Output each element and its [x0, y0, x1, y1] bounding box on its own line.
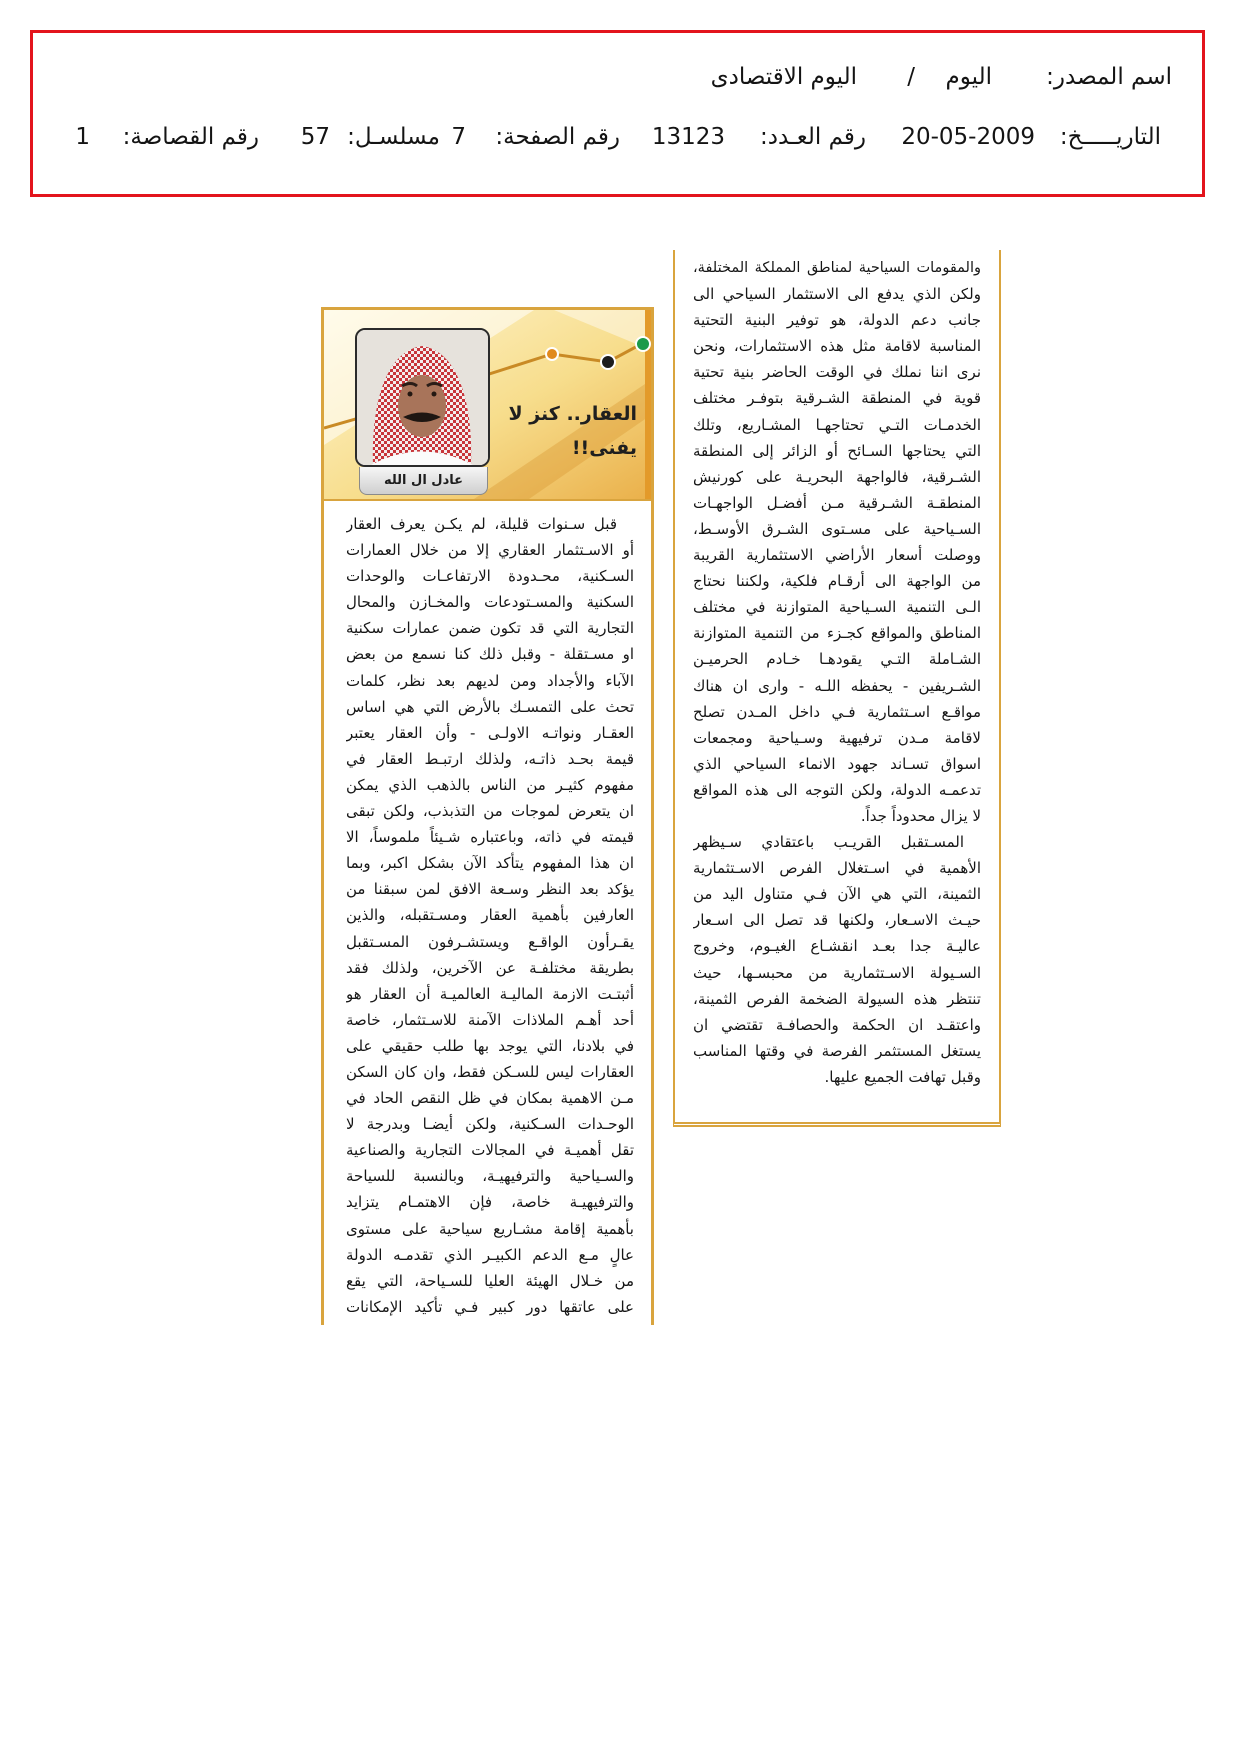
article-text-line: يقـرأون الواقـع ويستشـرفون المسـتقبل — [346, 932, 634, 951]
article-text-line: الشـاملة التـي يقودهـا خـادم الحرميـن — [693, 650, 981, 669]
article-text-line: لاقامة مـدن ترفيهية وسـياحية ومجمعات — [693, 728, 981, 747]
article-body-column-1 — [346, 511, 634, 1320]
article-text-line: العقـار ونواتـه الاولـى - وأن العقار يعتبر — [346, 723, 634, 742]
article-text-line: والترفيهيـة خاصة، فإن الاهتمـام يتزايد — [346, 1193, 634, 1212]
clipping-info-box — [30, 30, 1205, 197]
article-text-line: ان يتعرض لموجات من التذبذب، ولكن تبقى — [346, 802, 634, 821]
article-text-line: جانب دعم الدولة، هو توفير البنية التحتية — [693, 311, 981, 330]
article-text-line: مفهوم كثيـر من الناس بالذهب الذي يمكن — [346, 775, 634, 794]
date-value: 20-05-2009 — [901, 124, 1035, 150]
article-text-line: المناسبة لاقامة مثل هذه الاستثمارات، ونحن — [693, 337, 981, 356]
page-value: 7 — [451, 124, 466, 150]
source-label: اسم المصدر: — [1046, 64, 1172, 90]
article-text-line: تدعمـه الدولة، ولكن التوجه الى هذه المواقع — [693, 780, 981, 799]
article-text-line: والسـياحية والترفيهيـة، وبالنسبة للسياحة — [346, 1167, 634, 1186]
article-text-line: أحد أهـم الملاذات الآمنة للاسـتثمار، خاصة — [346, 1010, 634, 1029]
article-text-line: تقل أهميـة في المجالات التجارية والصناعية — [346, 1141, 634, 1160]
article-text-line: على عاتقها دور كبير فـي تأكيد الإمكانات — [346, 1297, 634, 1316]
author-photo — [355, 328, 490, 467]
article-text-line: وقبل تهافت الجميع عليها. — [824, 1067, 981, 1086]
article-text-line: بطريقة مختلفـة عن الآخرين، ولذلك فقد — [346, 958, 634, 977]
source-name: اليوم — [945, 64, 992, 90]
article-title — [508, 397, 637, 465]
issue-label: رقم العـدد: — [759, 124, 866, 150]
article-banner — [324, 310, 651, 501]
article-title-line: يفنى!! — [571, 437, 637, 459]
author-name: عادل ال الله — [359, 467, 488, 495]
clip-value: 1 — [75, 124, 90, 150]
article-text-line: من الواجهة الى أرقـام فلكية، ولكننا نحتاج — [693, 572, 981, 591]
article-text-line: الآباء والأجداد ومن لديهم بعد نظر، كلمات — [346, 671, 634, 690]
article-title-line: العقار.. كنز لا — [508, 403, 637, 425]
article-text-line: تنتظر هذه السيولة الضخمة الفرص الثمينة، — [693, 989, 981, 1008]
article-text-line: التي يحتاجها السـائح أو الزائر إلى المنطقة — [693, 441, 981, 460]
article-text-line: المسـتقبل القريـب باعتقادي سـيظهر — [693, 833, 964, 852]
source-full-name: اليوم الاقتصادى — [710, 64, 857, 90]
article-column-2 — [673, 250, 1001, 1127]
article-text-line: السـيولة الاسـتثمارية من محبسـها، حيث — [693, 963, 981, 982]
article-text-line: السكنية والمسـتودعات والمخـازن والمحال — [346, 593, 634, 612]
article-text-line: يؤكد بعد النظر وسـعة الافق لمن سبقنا من — [346, 880, 634, 899]
article-text-line: الأهمية في اسـتغلال الفرص الاسـتثمارية — [693, 859, 981, 878]
article-text-line: المناطق والمواقع كجـزء من التنمية المتوازنة — [693, 624, 981, 643]
article-text-line: المنطقـة الشـرقية مـن أفضـل الواجهـات — [693, 493, 981, 512]
article-text-line: السـياحية على مسـتوى الشـرق الأوسـط، — [693, 519, 981, 538]
article-text-line: قيمة بحـد ذاتـه، ولذلك ارتبـط العقار في — [346, 749, 634, 768]
article-body-column-2 — [693, 255, 981, 1090]
article-text-line: قيمته في ذاته، وباعتباره شـيئاً ملموساً، الا — [346, 828, 634, 847]
article-text-line: او مسـتقلة - وقبل ذلك كنا نسمع من بعض — [346, 645, 634, 664]
article-text-line: التجارية التي قد تكون ضمن عمارات سكنية — [346, 619, 634, 638]
article-text-line: نرى اننا نملك في الوقت الحاضر بنية تحتية — [693, 363, 981, 382]
article-text-line: عاليـة جدا بعـد انقشـاع الغيـوم، وخروج — [693, 937, 981, 956]
issue-value: 13123 — [651, 124, 725, 150]
page-label: رقم الصفحة: — [495, 124, 620, 150]
serial-value: 57 — [300, 124, 330, 150]
article-text-line: الثمينة، التي هي الآن فـي متناول اليد من — [693, 885, 981, 904]
clip-label: رقم القصاصة: — [122, 124, 259, 150]
article-text-line: تحث على التمسـك بالأرض التي هي اساس — [346, 697, 634, 716]
article-text-line: أو الاسـتثمار العقاري إلا من خلال العمارات — [346, 541, 634, 560]
article-text-line: الخدمـات التـي تحتاجهـا المشـاريع، وتلك — [693, 415, 981, 434]
article-text-line: يستغل المستثمر الفرصة في وقتها المناسب — [693, 1041, 981, 1060]
article-text-line: من خـلال الهيئة العليا للسـياحة، التي يقع — [346, 1271, 634, 1290]
article-text-line: حيـث الاسـعار، ولكنها قد تصل الى اسـعار — [693, 911, 981, 930]
article-text-line: الشـرقية، فالواجهة البحريـة على كورنيش — [693, 467, 981, 486]
article-text-line: الوحـدات السـكنية، ولكن أيضـا وبدرجة لا — [346, 1115, 634, 1134]
article-text-line: ووصلت أسعار الأراضي الاستثمارية القريبة — [693, 546, 981, 565]
article-text-line: والمقومات السياحية لمناطق المملكة المختلفة، — [693, 260, 981, 276]
article-text-line: الـى التنمية السـياحية المتوازنة في مختلف — [693, 598, 981, 617]
source-separator: / — [907, 64, 915, 90]
article-text-line: مواقـع اسـتثمارية فـي داخل المـدن تصلح — [693, 702, 981, 721]
article-text-line: أثبتـت الازمة الماليـة العالميـة أن العقار هو — [346, 984, 634, 1003]
article-text-line: السـكنية، محـدودة الارتفاعـات والوحدات — [346, 567, 634, 586]
article-text-line: بأهمية إقامة مشـاريع سياحية على مستوى — [346, 1219, 634, 1238]
article-text-line: العقارات ليس للسـكن فقط، وان كان السكن — [346, 1062, 634, 1081]
article-text-line: مـن الاهمية بمكان في ظل النقص الحاد في — [346, 1089, 634, 1108]
date-label: التاريـــــخ: — [1059, 124, 1161, 150]
article-text-line: ولكن الذي يدفع الى الاستثمار السياحي الى — [693, 285, 981, 304]
article-text-line: اسواق تسـاند جهود الانماء السياحي الذي — [693, 754, 981, 773]
article-text-line: في بلادنا، التي يوجد بها طلب حقيقي على — [346, 1036, 634, 1055]
article-column-1 — [321, 307, 654, 1325]
article-text-line: لا يزال محدوداً جداً. — [860, 806, 981, 825]
article-text-line: عالٍ مـع الدعم الكبيـر الذي تقدمـه الدولة — [346, 1245, 634, 1264]
article-text-line: قبل سـنوات قليلة، لم يكـن يعرف العقار — [346, 515, 617, 533]
article-text-line: العارفين بأهمية العقار ومسـتقبله، والذين — [346, 906, 634, 925]
article-text-line: ان هذا المفهوم يتأكد الآن بشكل اكبر، وبما — [346, 854, 634, 873]
article-text-line: الشـريفين - يحفظه اللـه - وارى ان هناك — [693, 676, 981, 695]
serial-label: مسلسـل: — [347, 124, 440, 150]
article-text-line: واعتقـد ان الحكمة والحصافـة تقتضي ان — [693, 1015, 981, 1034]
article-text-line: قوية في المنطقة الشـرقية بتوفـر مختلف — [693, 389, 981, 408]
